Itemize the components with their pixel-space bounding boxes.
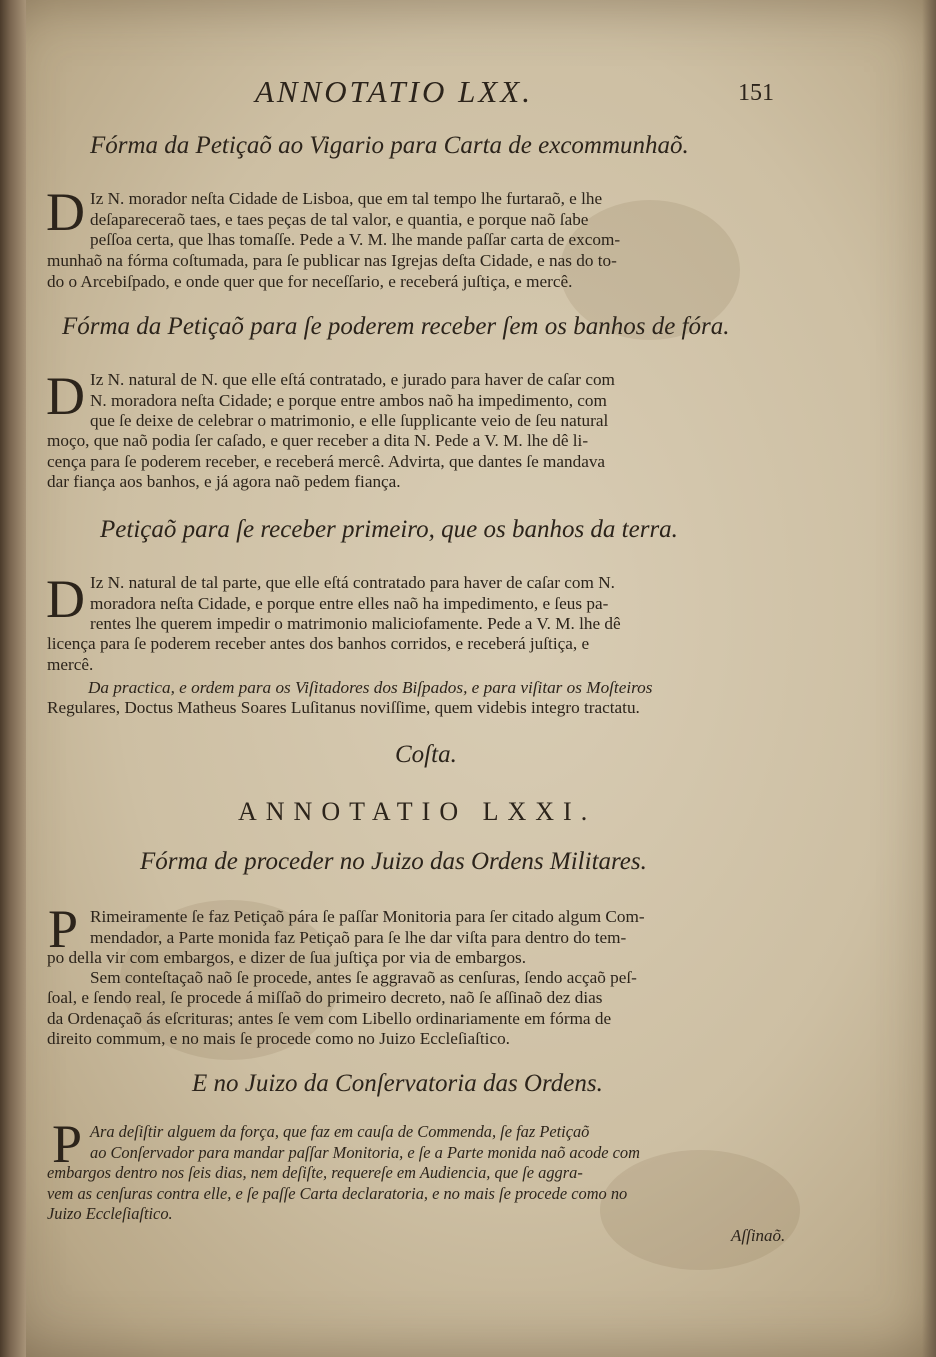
note-practica xyxy=(88,678,652,699)
text-line: embargos dentro nos ſeis dias, nem deſiſte, requereſe em Audiencia, que ſe aggra- xyxy=(47,1163,583,1182)
paragraph-banhos-terra xyxy=(90,573,621,635)
page-edge xyxy=(922,0,936,1357)
drop-cap: D xyxy=(46,366,85,426)
paragraph-ordens-militares-cont xyxy=(47,948,526,969)
text-line: ao Conſervador para mandar paſſar Monitoria, e ſe a Parte monida naõ acode com xyxy=(90,1142,640,1162)
section-heading-conservatoria: E no Juizo da Conſervatoria das Ordens. xyxy=(192,1070,603,1097)
text-line: deſapareceraõ taes, e taes peças de tal valor, e quantia, e porque naõ ſabe xyxy=(90,209,589,229)
paragraph-conservatoria-cont xyxy=(47,1163,627,1225)
text-line: do o Arcebiſpado, e onde quer que for neceſſario, e receberá juſtiça, e mercê. xyxy=(47,271,573,291)
note-practica-cont xyxy=(47,698,640,719)
text-line: Regulares, Doctus Matheus Soares Luſitanus noviſſime, quem videbis integro tractatu. xyxy=(47,698,640,717)
text-line: da Ordenaçaõ ás eſcrituras; antes ſe vem com Libello ordinariamente em fórma de xyxy=(47,1008,612,1028)
text-line: Iz N. natural de tal parte, que elle eſtá contratado para haver de caſar com N. xyxy=(90,573,615,592)
text-line: Sem conteſtaçaõ naõ ſe procede, antes ſe aggravaõ as cenſuras, ſendo acçaõ peſ- xyxy=(90,968,637,987)
text-line: Iz N. morador neſta Cidade de Lisboa, que em tal tempo lhe furtaraõ, e lhe xyxy=(90,189,603,208)
text-line: po della vir com embargos, e dizer de ſua juſtiça por via de embargos. xyxy=(47,948,527,967)
annotatio-heading: ANNOTATIO LXXI. xyxy=(238,797,597,826)
text-line: Ara deſiſtir alguem da força, que faz em cauſa de Commenda, ſe faz Petiçaõ xyxy=(90,1122,590,1141)
paragraph-sem-contestacao-cont xyxy=(47,988,611,1050)
paragraph-sem-contestacao xyxy=(90,968,637,989)
text-line: vem as cenſuras contra elle, e ſe paſſe Carta declaratoria, e no mais ſe procede como no xyxy=(47,1183,628,1203)
drop-cap: P xyxy=(52,1114,83,1174)
book-spine xyxy=(0,0,26,1357)
paragraph-excommunhao xyxy=(90,189,620,251)
paragraph-banhos-terra-cont xyxy=(47,634,589,675)
text-line: N. moradora neſta Cidade; e porque entre ambos naõ ha impedimento, com xyxy=(90,390,607,410)
drop-cap: P xyxy=(48,899,79,959)
drop-cap: D xyxy=(46,569,85,629)
paper-stain xyxy=(600,1150,800,1270)
text-line: rentes lhe querem impedir o matrimonio maliciofamente. Pede a V. M. lhe dê xyxy=(90,614,621,633)
paragraph-banhos-fora-cont xyxy=(47,431,605,493)
text-line: moradora neſta Cidade, e porque entre elles naõ ha impedimento, e ſeus pa- xyxy=(90,593,609,613)
catchword: Aſſinaõ. xyxy=(731,1226,786,1245)
text-line: peſſoa certa, que lhas tomaſſe. Pede a V. M. lhe mande paſſar carta de excom- xyxy=(90,230,621,249)
paragraph-banhos-fora xyxy=(90,370,615,432)
text-line: mendador, a Parte monida faz Petiçaõ para ſe lhe dar viſta para dentro do tem- xyxy=(90,927,627,947)
section-heading-banhos-terra: Petiçaõ para ſe receber primeiro, que os banhos da terra. xyxy=(100,516,678,543)
section-heading-banhos-fora: Fórma da Petiçaõ para ſe poderem receber ſem os banhos de fóra. xyxy=(62,313,730,340)
drop-cap: D xyxy=(46,182,85,242)
text-line: mercê. xyxy=(47,654,94,674)
text-line: moço, que naõ podia ſer caſado, e quer receber a dita N. Pede a V. M. lhe dê li- xyxy=(47,431,589,450)
page-number: 151 xyxy=(738,80,774,106)
text-line: licença para ſe poderem receber antes dos banhos corridos, e receberá juſtiça, e xyxy=(47,634,590,653)
paragraph-excommunhao-cont xyxy=(47,251,617,292)
text-line: Juizo Eccleſiaſtico. xyxy=(47,1204,173,1223)
text-line: Da practica, e ordem para os Viſitadores dos Biſpados, e para viſitar os Moſteiros xyxy=(88,678,653,697)
running-title: ANNOTATIO LXX. xyxy=(255,74,533,109)
text-line: munhaõ na fórma coſtumada, para ſe publicar nas Igrejas deſta Cidade, e nas do to- xyxy=(47,251,617,270)
text-line: dar fiança aos banhos, e já agora naõ pedem fiança. xyxy=(47,472,401,491)
text-line: cença para ſe poderem receber, e receberá mercê. Advirta, que dantes ſe mandava xyxy=(47,451,606,471)
text-line: direito commum, e no mais ſe procede como no Juizo Eccleſiaſtico. xyxy=(47,1029,510,1048)
text-line: que ſe deixe de celebrar o matrimonio, e elle ſupplicante veio de ſeu natural xyxy=(90,411,609,430)
paragraph-conservatoria xyxy=(90,1122,640,1163)
section-heading-excommunhao: Fórma da Petiçaõ ao Vigario para Carta de excommunhaõ. xyxy=(90,132,689,159)
section-heading-ordens-militares: Fórma de proceder no Juizo das Ordens Militares. xyxy=(140,848,647,875)
text-line: Iz N. natural de N. que elle eſtá contratado, e jurado para haver de caſar com xyxy=(90,370,615,389)
text-line: Rimeiramente ſe faz Petiçaõ pára ſe paſſar Monitoria para ſer citado algum Com- xyxy=(90,907,645,926)
paragraph-ordens-militares xyxy=(90,907,645,948)
catch-heading-costa: Coſta. xyxy=(395,741,457,768)
text-line: ſoal, e ſendo real, ſe procede á miſſaõ do primeiro decreto, naõ ſe aſſinaõ dez dias xyxy=(47,988,603,1007)
